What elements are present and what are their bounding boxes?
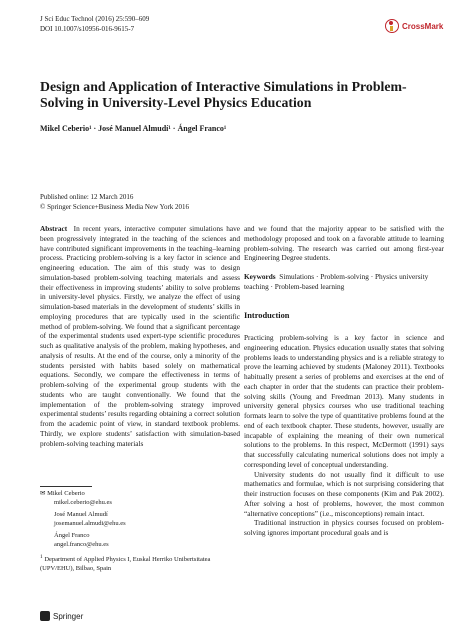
introduction-body	[244, 333, 444, 611]
author3-name: Ángel Franco	[54, 532, 90, 539]
author1-name: Mikel Ceberio	[47, 490, 85, 497]
crossmark-icon	[385, 19, 399, 33]
abstract-label: Abstract	[40, 224, 68, 233]
abstract-text: In recent years, interactive computer simulations have been progressively integrated in the teaching of the sciences and have contributed significant improvements in the teaching–learning process. Practicing problem-solving is a key factor in science and engineering education. The aim of this study was to design simulation-based problem-solving teaching materials and assess their effectiveness in improving students’ ability to solve problems in university-level physics. Firstly, we analyze the effect of using simulation-based materials in the development of students’ skills in employing procedures that are typically used in the scientific method of problem-solving. We found that a significant percentage of the experimental students used expert-type scientific procedures such as qualitative analysis of the problem, making hypotheses, and analysis of results. At the end of the course, only a minority of the students persisted with habits based solely on mathematical equations. Secondly, we compare the effectiveness in terms of problem-solving of the experimental group students with the students who are taught conventionally. We found that the implementation of the problem-solving strategy improved experimental students’ results regarding obtaining a correct solution from the academic point of view, in standard textbook problems. Thirdly, we explore students’ satisfaction with simulation-based problem-solving teaching materials	[40, 224, 240, 448]
author3-email[interactable]: angel.franco@ehu.es	[54, 540, 109, 548]
intro-paragraph-1: Practicing problem-solving is a key factor in science and engineering education. Physics education usually states that solving problems leads to understanding physics and is a reliable strategy to prove the learning achieved by students (Maloney 2011). Textbooks habitually present a series of problems and exercises at the end of each chapter in order that the students can practice their problem-solving skills (Young and Freedman 2013). Many students in university general physics courses who use traditional teaching formats learn to solve the type of quantitative problems found at the end of each textbook chapter. These students, however, usually are incapable of explaining the meaning of their own numerical solutions to the problems. In this respect, McDermott (1991) says that successfully calculating numerical solutions does not imply a corresponding level of conceptual understanding.	[244, 333, 444, 469]
corresponding-author	[40, 490, 240, 507]
author2-name: José Manuel Almudí	[54, 511, 108, 518]
footnote-divider	[40, 486, 92, 487]
abstract-continuation: and we found that the majority appear to be satisfied with the methodology proposed and took on a favorable attitude to learning problem-solving. The research was carried out among first-year Engineering Degree students.	[244, 224, 444, 263]
author2-contact	[40, 511, 240, 528]
author1-email[interactable]: mikel.ceberio@ehu.es	[54, 498, 112, 506]
crossmark-label: CrossMark	[402, 21, 444, 31]
affiliation-number: 1	[40, 554, 43, 560]
springer-logo	[40, 611, 83, 621]
introduction-heading: Introduction	[244, 311, 290, 320]
footnotes	[40, 490, 240, 577]
intro-paragraph-2: University students do not usually find it difficult to use mathematics and formulae, which is not surprising considering that their instruction focuses on these components (Kim and Pak 2002). After solving a host of problems, however, the most common “alternative conceptions” (i.e., misconceptions) remain intact.	[244, 469, 444, 518]
author3-contact	[40, 532, 240, 549]
author2-email[interactable]: josemanuel.almudi@ehu.es	[54, 519, 126, 527]
journal-citation: J Sci Educ Technol (2016) 25:590–609	[40, 15, 150, 23]
author-list: Mikel Ceberio¹ · José Manuel Almudí¹ · Ángel Franco¹	[40, 124, 227, 133]
affiliation-text: Department of Applied Physics I, Euskal Herriko Unibertsitatea (UPV/EHU), Bilbao, Spain	[40, 556, 211, 572]
springer-horse-icon	[40, 611, 50, 621]
abstract	[40, 224, 240, 474]
affiliation	[40, 553, 240, 573]
journal-header	[40, 15, 149, 34]
publication-info	[40, 193, 189, 212]
intro-paragraph-3: Traditional instruction in physics courses focused on problem-solving ignores important procedural goals and is	[244, 518, 444, 537]
envelope-icon: ✉	[40, 490, 46, 497]
paper-title: Design and Application of Interactive Simulations in Problem-Solving in University-Level Physics Education	[40, 79, 407, 110]
publisher-name: Springer	[53, 611, 84, 621]
keywords-text: Simulations · Problem-solving · Physics university teaching · Problem-based learning	[244, 272, 429, 291]
copyright-line: © Springer Science+Business Media New York 2016	[40, 202, 190, 211]
doi[interactable]: DOI 10.1007/s10956-016-9615-7	[40, 24, 135, 33]
published-online: Published online: 12 March 2016	[40, 193, 134, 201]
crossmark-badge[interactable]	[385, 19, 443, 33]
keywords-label: Keywords	[244, 272, 276, 281]
keywords	[244, 272, 444, 292]
